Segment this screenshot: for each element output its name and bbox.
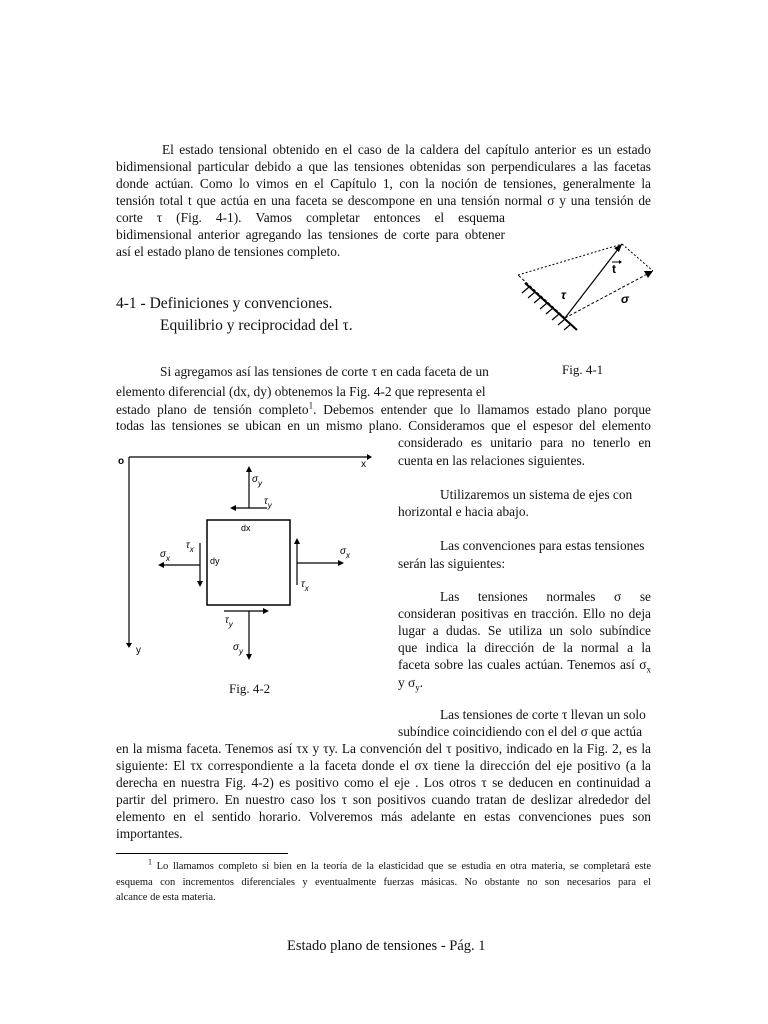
sigma-y-bottom-label: $\sigma_y$ [233, 642, 244, 656]
x-axis-label: x [361, 459, 366, 470]
tau-y-top-label: $\tau_y$ [264, 496, 272, 510]
footnote-rule [116, 853, 288, 854]
page-footer: Estado plano de tensiones - Pág. 1 [287, 938, 486, 954]
para2-line-4: todas las tensiones se ubican en un mismo plano. Consideramos que el espesor del elemento [116, 418, 651, 433]
y-axis-label: y [136, 645, 141, 656]
para5-line-5: faceta sobre las cuales actúan. Tenemos así $\sigma_x$ [398, 657, 651, 675]
fig-4-1-caption: Fig. 4-1 [562, 362, 604, 377]
para2-line-3: estado plano de tensión completo$^1$. Debemos entender que lo llamamos estado plano porque [116, 400, 651, 417]
intro-line-2: bidimensional particular debido a que las tensiones obtenidas son perpendiculares a las facetas [116, 159, 651, 174]
intro-line-5: corte τ (Fig. 4-1). Vamos completar entonces el esquema [116, 210, 505, 225]
t-label: t [612, 262, 616, 276]
section-title: 4-1 - Definiciones y convenciones. [116, 295, 333, 312]
intro-line-3: donde actúan. Como lo vimos en el Capítulo 1, con la noción de tensiones, generalmente la [116, 176, 651, 191]
fig-4-2-diagram [112, 450, 382, 665]
dy-label: dy [210, 556, 220, 566]
sigma-component [565, 271, 653, 318]
para2-line-5: considerado es unitario para no tenerlo en [398, 435, 651, 450]
para6-line-3: en la misma faceta. Tenemos así τx y τy. La convención del τ positivo, indicado en la Fig. 2, es la [116, 741, 651, 756]
para6-line-7: elemento en el sentido horario. Volveremos más adelante en estas convenciones pues son [116, 809, 651, 824]
fig-4-2-caption: Fig. 4-2 [229, 681, 271, 696]
para6-line-5: derecha en nuestra Fig. 4-2) es positivo como el eje . Los otros τ se deducen en continuidad a [116, 775, 651, 790]
intro-line-1: El estado tensional obtenido en el caso de la caldera del capítulo anterior es un estado [162, 142, 651, 157]
para5-line-6: y $\sigma_y$. [398, 675, 424, 693]
para4-line-2: serán las siguientes: [398, 556, 506, 571]
para4-line-1: Las convenciones para estas tensiones [440, 538, 645, 553]
para5-line-1: Las tensiones normales σ se [440, 589, 651, 604]
para5-line-3: lugar a dudas. Se utiliza un solo subíndice [398, 623, 651, 638]
fig-4-1-diagram [515, 235, 665, 335]
para6-line-1: Las tensiones de corte τ llevan un solo [440, 707, 646, 722]
origin-label: o [118, 456, 125, 467]
para6-line-6: partir del primero. En nuestro caso los τ son positivos cuando tratan de deslizar alrededor del [116, 792, 651, 807]
para3-line-1: Utilizaremos un sistema de ejes con [440, 487, 633, 502]
intro-line-4: tensión total t que actúa en una faceta se descompone en una tensión normal σ y una tensión de [116, 193, 651, 208]
para6-line-8: importantes. [116, 826, 183, 841]
dx-label: dx [241, 523, 251, 533]
para6-line-2: subíndice coincidiendo con el del σ que actúa [398, 724, 643, 739]
sigma-y-top-label: $\sigma_y$ [252, 474, 263, 488]
section-subtitle: Equilibrio y reciprocidad del τ. [160, 317, 353, 334]
para5-line-2: consideran positivas en tracción. Ello no deja [398, 606, 651, 621]
para5-line-4: que indica la dirección de la normal a la [398, 640, 651, 655]
intro-line-6: bidimensional anterior agregando las tensiones de corte para obtener [116, 227, 505, 242]
sigma-x-right-label: $\sigma_x$ [340, 546, 351, 560]
intro-line-7: así el estado plano de tensiones completo. [116, 244, 341, 259]
sigma-x-left-label: $\sigma_x$ [160, 549, 171, 563]
footnote-line-1: $^1$ Lo llamamos completo si bien en la teoría de la elasticidad que se estudia en otra materia, se completará este [148, 857, 651, 872]
footnote-line-2: esquema con incrementos diferenciales y eventualmente fuerzas másicas. No obstante no son necesarios para el [116, 877, 651, 888]
footnote-line-3: alcance de esta materia. [116, 892, 216, 903]
para3-line-2: horizontal e hacia abajo. [398, 504, 529, 519]
tau-x-right-label: $\tau_x$ [301, 579, 309, 593]
tau-y-bottom-label: $\tau_y$ [225, 615, 233, 629]
para2-line-1: Si agregamos así las tensiones de corte τ en cada faceta de un [160, 364, 489, 379]
sigma-label: σ [621, 292, 629, 306]
tau-x-left-label: $\tau_x$ [186, 540, 194, 554]
para2-line-2: elemento diferencial (dx, dy) obtenemos la Fig. 4-2 que representa el [116, 384, 486, 399]
tau-label: τ [561, 288, 566, 302]
t-vector [565, 244, 622, 318]
para6-line-4: siguiente: El τx correspondiente a la faceta donde el σx tiene la dirección del eje positivo (a la [116, 758, 651, 773]
para2-line-6: cuenta en las relaciones siguientes. [398, 453, 586, 468]
